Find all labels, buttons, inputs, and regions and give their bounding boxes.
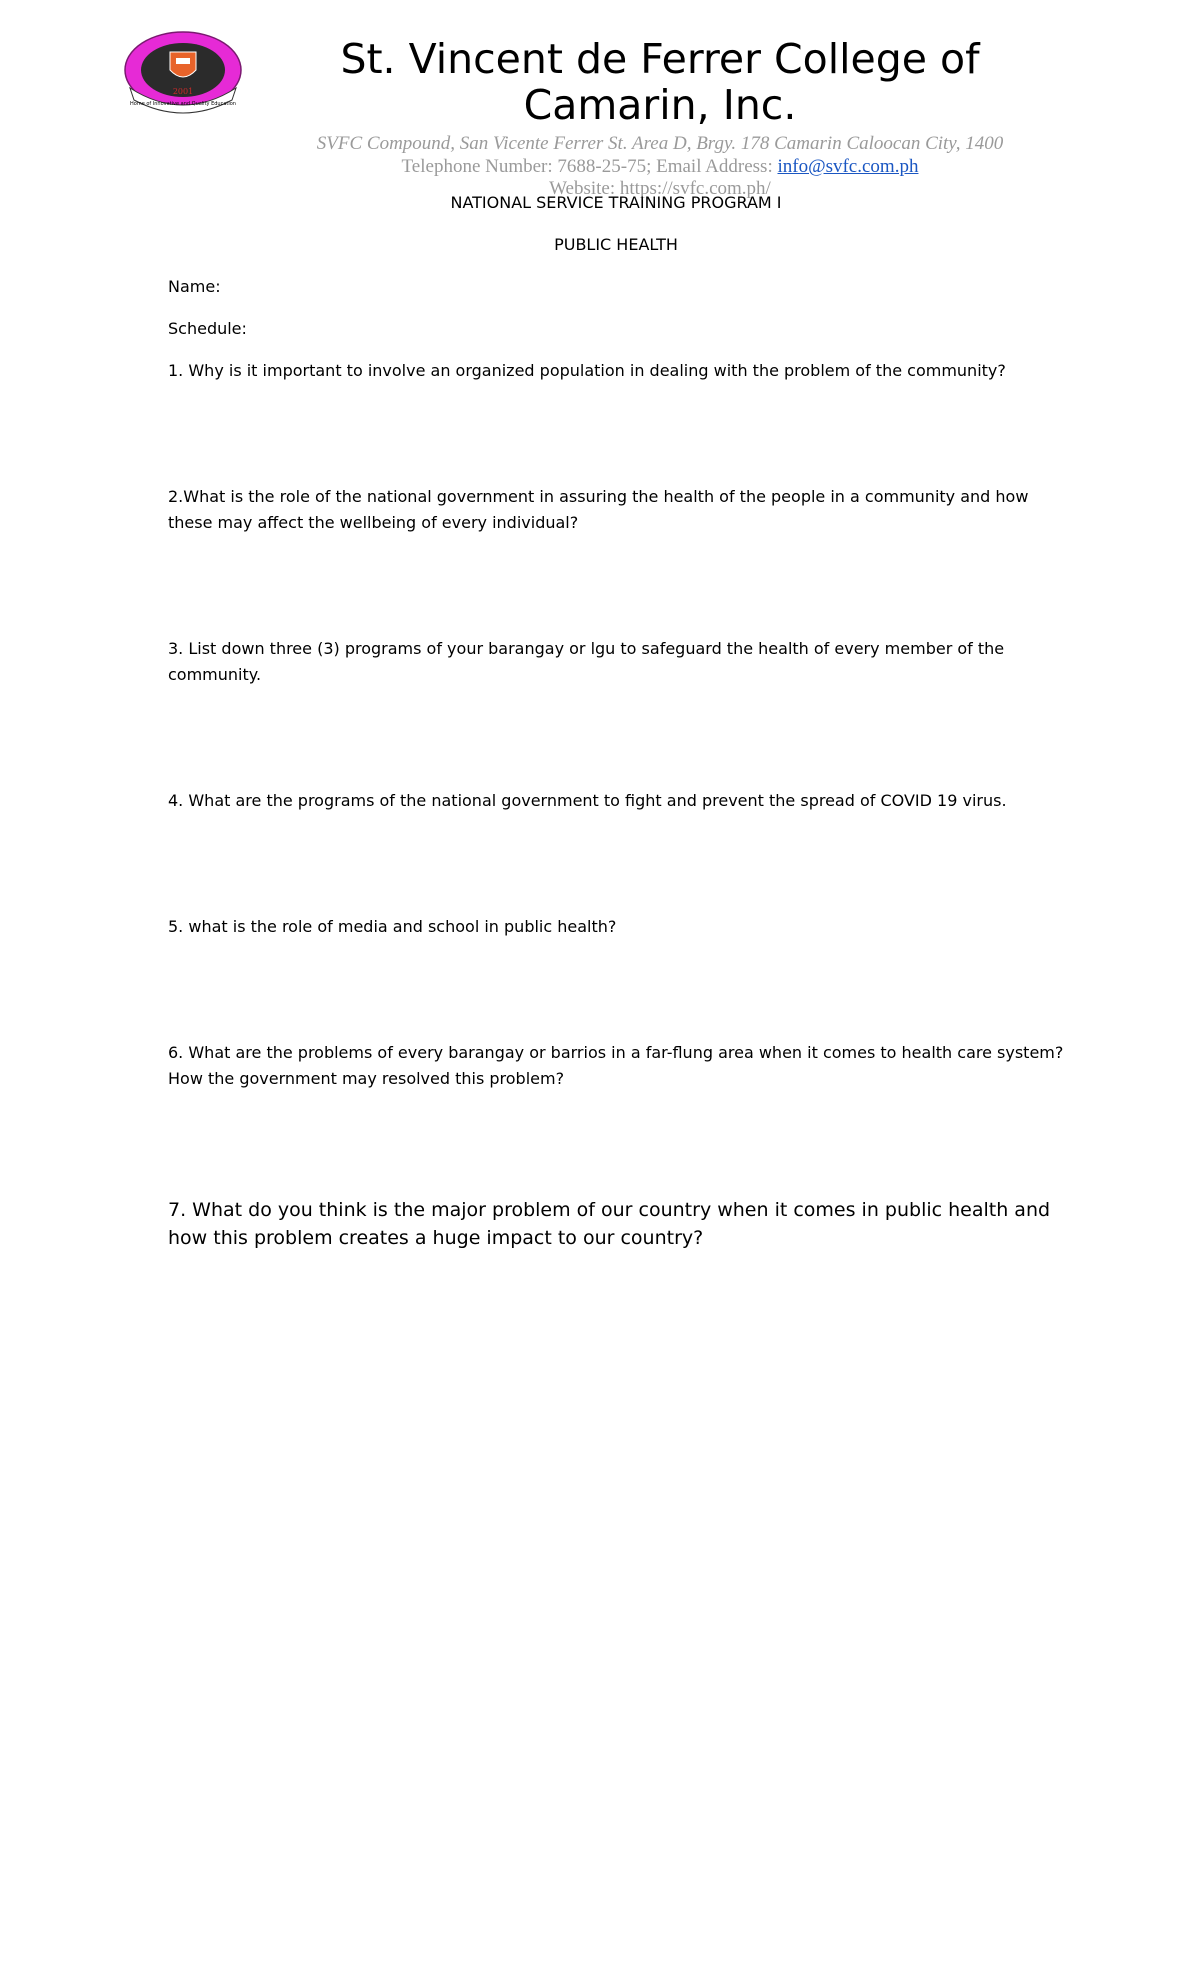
college-logo — [120, 30, 246, 116]
name-label: Name: — [168, 277, 221, 296]
telephone-text: Telephone Number: 7688-25-75; Email Address: — [401, 156, 778, 177]
question-4: 4. What are the programs of the national government to fight and prevent the spread of COVID 19 virus. — [168, 791, 1007, 810]
question-3: 3. List down three (3) programs of your barangay or lgu to safeguard the health of every member of the community. — [168, 639, 1005, 684]
question-5: 5. what is the role of media and school in public health? — [168, 917, 617, 936]
question-6: 6. What are the problems of every barangay or barrios in a far-flung area when it comes to health care system? How the government may resolved this problem? — [168, 1043, 1064, 1088]
subject-title: PUBLIC HEALTH — [554, 235, 678, 254]
logo-year: 2001 — [172, 87, 194, 96]
college-address: SVFC Compound, San Vicente Ferrer St. Area D, Brgy. 178 Camarin Caloocan City, 1400 — [316, 133, 1004, 154]
logo-motto: Home of Innovative and Quality Education — [130, 101, 236, 107]
schedule-label: Schedule: — [168, 319, 247, 338]
question-7: 7. What do you think is the major problem of our country when it comes in public health and how this problem creates a huge impact to our country? — [168, 1199, 1051, 1249]
college-name: St. Vincent de Ferrer College of Camarin, Inc. — [340, 35, 980, 129]
question-2: 2.What is the role of the national government in assuring the health of the people in a community and how these may affect the wellbeing of every individual? — [168, 487, 1029, 532]
program-title: NATIONAL SERVICE TRAINING PROGRAM I — [450, 193, 782, 212]
email-link[interactable]: info@svfc.com.ph — [777, 156, 919, 177]
college-website: Website: https://svfc.com.ph/ — [549, 178, 771, 199]
question-1: 1. Why is it important to involve an organized population in dealing with the problem of the community? — [168, 361, 1006, 380]
college-contact — [250, 156, 1070, 178]
